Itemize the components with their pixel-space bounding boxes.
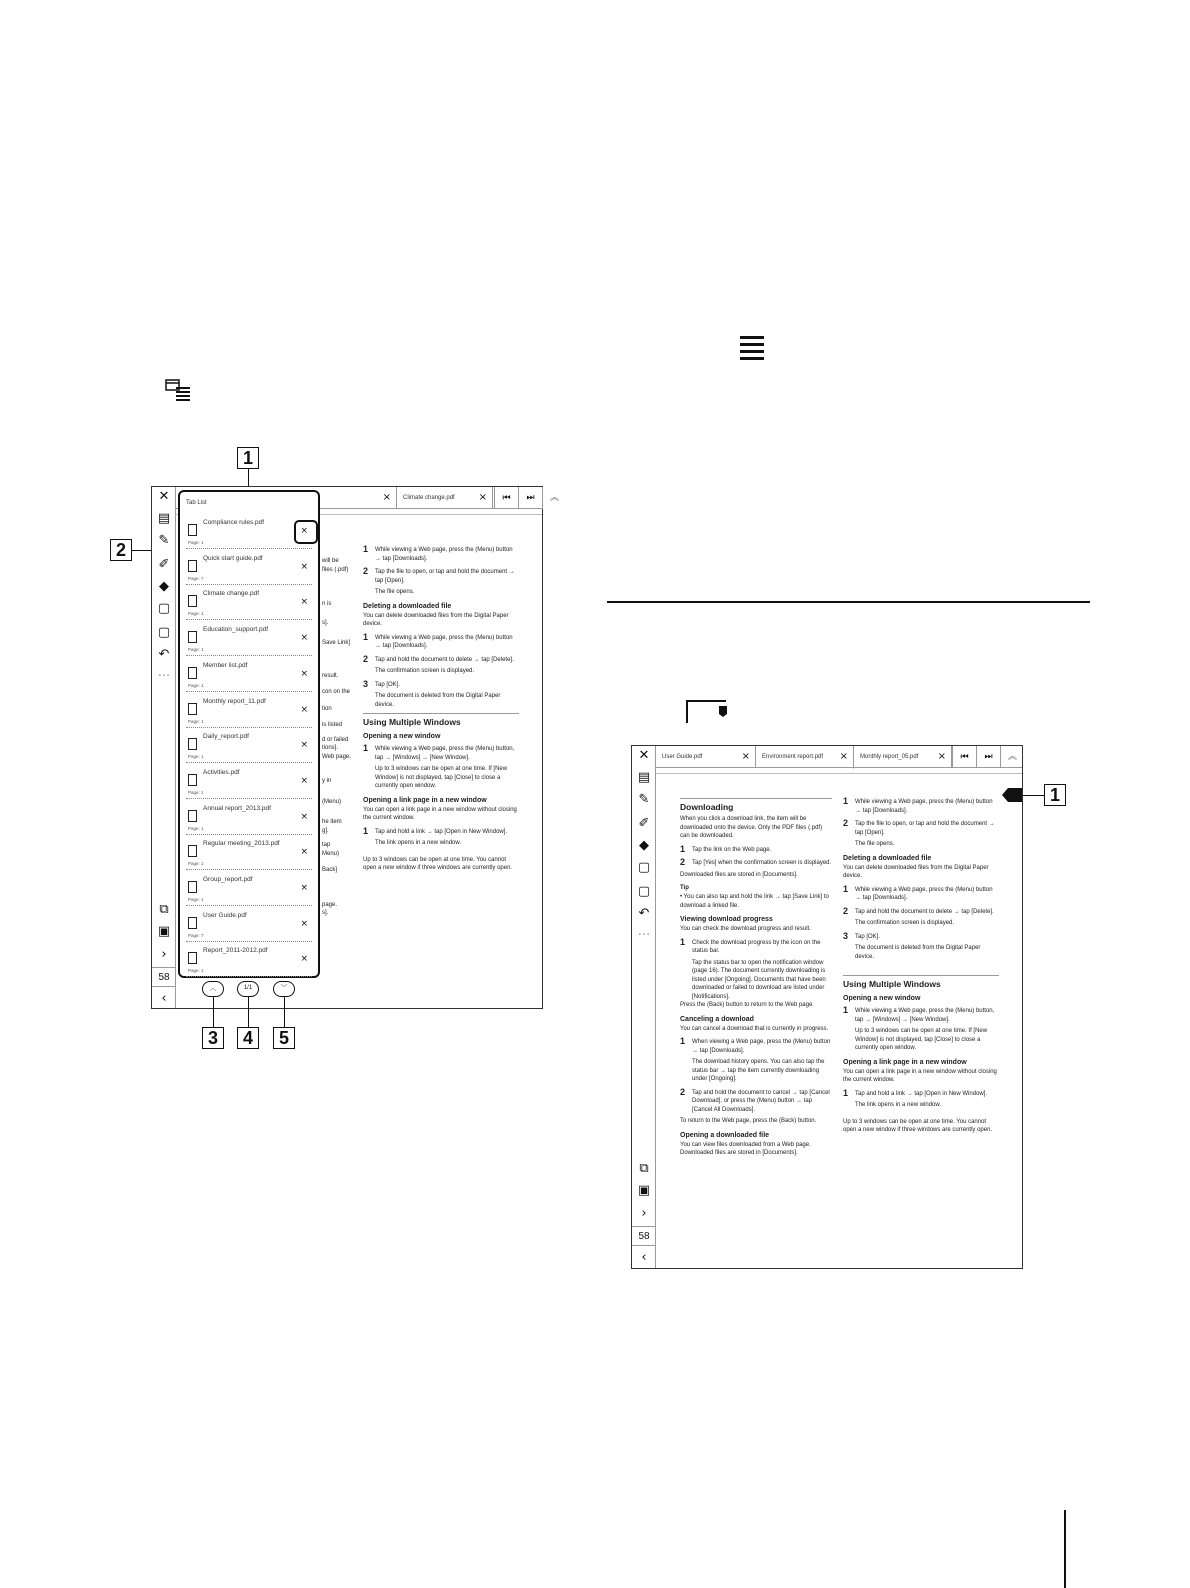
section-divider [607,601,1090,603]
page-fragments: will be files (.pdf) n is s]. Save Link] result. con on the tion is listed d or failed tions]. Web page. y in (Menu) he item g]. tap Menu) Back] page. s]. [322,558,351,916]
section-title: Using Multiple Windows [843,979,941,989]
step: 3 Tap [OK]. [843,930,881,941]
tab-list-item-page: Page: 1 [188,682,204,688]
document-icon [188,810,197,822]
tab-close-icon[interactable]: × [478,492,487,503]
tab-bar [656,746,1022,768]
forward-icon[interactable]: › [641,1206,647,1221]
document-icon [188,560,197,572]
step: 1 While viewing a Web page, press the (Menu) button, tap → [Windows] → [New Window]. [363,743,515,761]
tab-list-item-name: Daily_report.pdf [203,733,249,741]
display-icon[interactable]: ▣ [157,924,171,939]
step: 1 Tap the link on the Web page. [680,843,772,854]
highlighter-icon[interactable]: ✐ [158,557,170,572]
callout-right-leader [1020,795,1044,796]
display-icon[interactable]: ▣ [637,1183,651,1198]
tab-list-item-page: Page: 7 [188,932,204,938]
close-icon[interactable]: ✕ [638,748,650,763]
page-number[interactable]: 58 [152,967,176,987]
tab-list-icon [165,379,191,401]
tab-list-item-name: Activities.pdf [203,768,240,776]
tab-list-item[interactable] [186,728,312,763]
document-icon [188,881,197,893]
tab-list-button[interactable]: ▤ [637,770,651,785]
tab-list-close-icon[interactable]: × [300,954,308,965]
callout-3: 3 [202,1027,224,1049]
tab-list-item-page: Page: 1 [188,718,204,724]
tab-list-item-name: Monthly report_11.pdf [203,697,266,705]
tab-label: User Guide.pdf [662,754,703,760]
section-heading: Opening a new window [363,733,441,740]
section-heading: Opening a link page in a new window [843,1058,967,1066]
callout-4: 4 [237,1027,259,1049]
page-column: 1 While viewing a Web page, press the (Menu) button → tap [Downloads]. 2 Tap the file to open, or tap and hold the document → tap [Open]. The file opens. Deleting a downloaded file You can delete downloaded files from the Digital Paper device. 1 While viewing a Web page, press the (Menu) button → tap [Downloads]. 2 Tap and hold the document to delete → tap [Delete]. The confirmation screen is displayed. 3 Tap [OK]. The document is deleted from the Digital Paper device. Using Multiple Windows Opening a new window 1 While viewing a Web page, press the (Menu) button, tap → [Windows] → [New Window]. Up to 3 windows can be open at one time. If [New Window] is not displayed, tap [Close] to close a currently open window. Opening a link page in a new window You can open a link page in a new window without closing the current window. 1 Tap and hold a link → tap [Open in New Window]. The link opens in a new window. Up to 3 windows can be open at one time. You cannot open a new window if three windows are currently open. [363,541,519,873]
tab-list-item-page: Page: 1 [188,861,204,867]
tab-list-item-page: Page: 1 [188,540,204,545]
tab-list-prev-button[interactable]: ︿ [202,981,224,997]
tab-list-next-button[interactable]: ﹀ [273,981,295,997]
tab-active[interactable] [756,746,854,769]
document-icon [188,774,197,786]
first-page-icon[interactable]: ⏮ [494,487,518,509]
section-heading: Deleting a downloaded file [843,854,932,862]
tab-list-item-name: Regular meeting_2013.pdf [203,840,280,848]
tab-list-item-name: Climate change.pdf [203,590,260,598]
eraser-icon[interactable]: ◆ [159,579,169,594]
highlighter-icon[interactable]: ✐ [638,816,650,831]
pen-icon[interactable]: ✎ [158,533,170,548]
tab-close-icon[interactable]: × [839,751,848,762]
step: 2 Tap and hold the document to cancel → tap [Cancel Download], or press the (Menu) button → tap [Cancel All Downloads]. [680,1086,830,1113]
page-icon[interactable]: ▢ [157,625,171,640]
step: 1 Tap and hold a link → tap [Open in New Window]. [843,1087,988,1098]
step: 1 While viewing a Web page, press the (Menu) button → tap [Downloads]. [843,883,993,901]
bookmark-tab[interactable] [1002,788,1022,802]
close-icon[interactable]: ✕ [158,489,170,504]
tab-list-title: Tab List [186,500,207,506]
tab-list-item[interactable] [186,657,312,692]
step: 2 Tap and hold the document to delete → tap [Delete]. [363,653,514,664]
step: 2 Tap [Yes] when the confirmation screen is displayed. [680,857,832,867]
step: 2 Tap and hold the document to delete → tap [Delete]. [843,905,994,916]
window-icon[interactable]: ⧉ [639,1161,649,1176]
callout-4-leader [248,997,249,1027]
tab-list-item[interactable] [186,907,312,942]
device-screen-right [631,745,1023,1269]
back-icon[interactable]: ‹ [641,1250,647,1265]
tab[interactable] [854,746,952,768]
note-icon[interactable]: ▢ [157,601,171,616]
tab-list-item-page: Page: 1 [188,789,204,795]
step: 1 Check the download progress by the icon on the status bar. [680,936,821,954]
tab-list-close-icon[interactable]: × [300,597,308,608]
tab-list-item[interactable] [186,621,312,656]
tab-list-item-name: Group_report.pdf [203,876,253,883]
tab-list-item-page: Page: 1 [188,897,204,902]
tab-list-item-name: User Guide.pdf [203,911,247,919]
forward-icon[interactable]: › [161,947,167,962]
more-icon[interactable]: ··· [157,669,171,684]
document-icon [188,703,197,715]
callout-3-leader [213,997,214,1027]
page-number[interactable]: 58 [632,1226,656,1246]
more-icon[interactable]: ··· [637,928,651,943]
tab-list-item-page: Page: 7 [188,575,204,581]
tab-label: Climate change.pdf [403,495,455,501]
section-heading: Opening a link page in a new window [363,796,487,804]
tab-list-close-icon[interactable]: × [300,704,308,715]
tab-list-panel [178,490,320,978]
tab-list-item-name: Education_support.pdf [203,626,269,634]
document-icon [188,667,197,679]
document-icon [188,524,197,536]
callout-2: 2 [110,539,132,561]
tab-list-close-icon[interactable]: × [300,526,308,536]
step: 3 Tap [OK]. [363,678,401,689]
tab-label: Environment report.pdf [762,754,824,760]
side-toolbar [152,487,176,1008]
page-column-2: 1 While viewing a Web page, press the (Menu) button → tap [Downloads]. 2 Tap the file to open, or tap and hold the document → tap [Open]. The file opens. Deleting a downloaded file You can delete downloaded files from the Digital Paper device. 1 While viewing a Web page, press the (Menu) button → tap [Downloads]. 2 Tap and hold the document to delete → tap [Delete]. The confirmation screen is displayed. 3 Tap [OK]. The document is deleted from the Digital Paper device. Using Multiple Windows Opening a new window 1 While viewing a Web page, press the (Menu) button, tap → [Windows] → [New Window]. Up to 3 windows can be open at one time. If [New Window] is not displayed, tap [Close] to close a currently open window. Opening a link page in a new window You can open a link page in a new window without closing the current window. 1 Tap and hold a link → tap [Open in New Window]. The link opens in a new window. Up to 3 windows can be open at one time. You cannot open a new window if three windows are currently open. [843,796,999,1135]
callout-5-leader [284,997,285,1027]
tip-label: Tip [680,885,689,891]
sub-bar [656,768,1022,774]
tab-list-item-page: Page: 1 [188,825,204,831]
eraser-icon[interactable]: ◆ [639,838,649,853]
menu-icon [740,336,764,360]
document-icon [188,917,197,929]
close-highlight [294,520,318,544]
last-page-icon[interactable]: ⏭ [518,487,542,509]
tab-list-item-name: Compliance rules.pdf [203,519,265,526]
page-edge-line [1064,1510,1066,1588]
tab-list-item[interactable] [186,550,312,585]
section-title: Downloading [680,802,734,812]
step: 2 Tap the file to open, or tap and hold the document → tap [Open]. [363,566,515,584]
tab[interactable] [397,487,493,509]
tab-list-item-name: Annual report_2013.pdf [203,804,271,812]
page-icon[interactable]: ▢ [637,884,651,899]
tab-label: Monthly report_05.pdf [860,754,919,760]
tab-close-icon[interactable]: × [741,751,750,762]
tab-list-item-page: Page: 1 [188,968,204,974]
bookmark-icon [686,700,728,724]
first-page-icon[interactable]: ⏮ [952,746,976,768]
section-heading: Deleting a downloaded file [363,602,452,610]
tab-list-page-indicator: 1/1 [237,981,259,997]
undo-icon[interactable]: ↶ [638,906,650,921]
section-title: Using Multiple Windows [363,717,461,727]
tab-list-close-icon[interactable]: × [300,811,308,822]
collapse-icon[interactable]: ︽ [1000,746,1024,768]
step: 2 Tap the file to open, or tap and hold the document → tap [Open]. [843,818,995,836]
tab-list-close-icon[interactable]: × [300,561,308,572]
callout-5: 5 [273,1027,295,1049]
document-icon [188,738,197,750]
tab-list-item[interactable] [186,942,312,977]
callout-right-1: 1 [1044,784,1066,806]
callout-1: 1 [237,447,259,469]
side-toolbar [632,746,656,1268]
tab-list-item[interactable] [186,835,312,870]
document-icon [188,631,197,643]
collapse-icon[interactable]: ︽ [542,487,566,509]
tab-list-item-name: Member list.pdf [203,661,248,669]
tab-list-item[interactable] [186,764,312,799]
tab-list-close-icon[interactable]: × [300,918,308,929]
tab[interactable] [656,746,756,768]
page-column-1: Downloading When you click a download link, the item will be downloaded onto the device. Only the PDF files (.pdf) can be downloaded. 1 Tap the link on the Web page. 2 Tap [Yes] when the confirmation screen is displayed. Downloaded files are stored in [Documents]. Tip • You can also tap and hold the link → tap [Save Link] to download a linked file. Viewing download progress You can check the download progress and result. 1 Check the download progress by the icon on the status bar. Tap the status bar to open the notification window (page 16). The document currently downloading is listed under [Ongoing]. Documents that have been downloaded or failed to download are listed under [Notifications]. Press the (Back) button to return to the Web page. Canceling a download You can cancel a download that is currently in progress. 1 When viewing a Web page, press the (Menu) button → tap [Downloads]. The download history opens. You can also tap the status bar → tap the item currently downloading under [Ongoing]. 2 Tap and hold the document to cancel → tap [Cancel Download], or press the (Menu) button → tap [Cancel All Downloads]. To return to the Web page, press the (Back) button. Opening a downloaded file You can view files downloaded from a Web page. Downloaded files are stored in [Documents]. [680,798,832,1158]
section-heading: Canceling a download [680,1015,754,1023]
tab-list-close-icon[interactable]: × [300,668,308,679]
last-page-icon[interactable]: ⏭ [976,746,1000,768]
undo-icon[interactable]: ↶ [158,647,170,662]
step: 1 When viewing a Web page, press the (Menu) button → tap [Downloads]. [680,1036,831,1054]
tab-close-icon[interactable]: × [937,751,946,762]
tab-list-item-page: Page: 1 [188,647,204,653]
window-icon[interactable]: ⧉ [159,902,169,917]
tab-list-button[interactable]: ▤ [157,511,171,526]
section-heading: Opening a downloaded file [680,1131,770,1139]
section-heading: Opening a new window [843,995,921,1002]
step: 1 Tap and hold a link → tap [Open in New Window]. [363,825,508,836]
section-heading: Viewing download progress [680,916,773,923]
tab-list-item[interactable] [186,871,312,906]
note-icon[interactable]: ▢ [637,860,651,875]
step: 1 While viewing a Web page, press the (Menu) button, tap → [Windows] → [New Window]. [843,1005,995,1023]
tab[interactable] [321,487,397,509]
tab-list-item[interactable] [186,800,312,835]
tab-list-item-page: Page: 1 [188,611,204,617]
tab-list-item-page: Page: 1 [188,754,204,760]
tab-list-close-icon[interactable]: × [300,633,308,644]
step: 1 While viewing a Web page, press the (Menu) button → tap [Downloads]. [843,796,993,814]
document-icon [188,952,197,964]
tab-list-item[interactable] [186,693,312,728]
step: 1 While viewing a Web page, press the (Menu) button → tap [Downloads]. [363,631,513,649]
pen-icon[interactable]: ✎ [638,792,650,807]
step: 1 While viewing a Web page, press the (Menu) button → tap [Downloads]. [363,544,513,562]
tab-list-item-name: Report_2011-2012.pdf [203,947,268,955]
tab-list-close-icon[interactable]: × [300,775,308,786]
document-icon [188,595,197,607]
tab-list-close-icon[interactable]: × [300,740,308,751]
document-icon [188,845,197,857]
tab-list-item[interactable] [186,585,312,620]
tab-list-close-icon[interactable]: × [300,883,308,893]
tab-list-item-name: Quick start guide.pdf [203,554,263,562]
back-icon[interactable]: ‹ [161,991,167,1006]
tab-list-close-icon[interactable]: × [300,847,308,858]
tab-close-icon[interactable]: × [382,492,391,503]
